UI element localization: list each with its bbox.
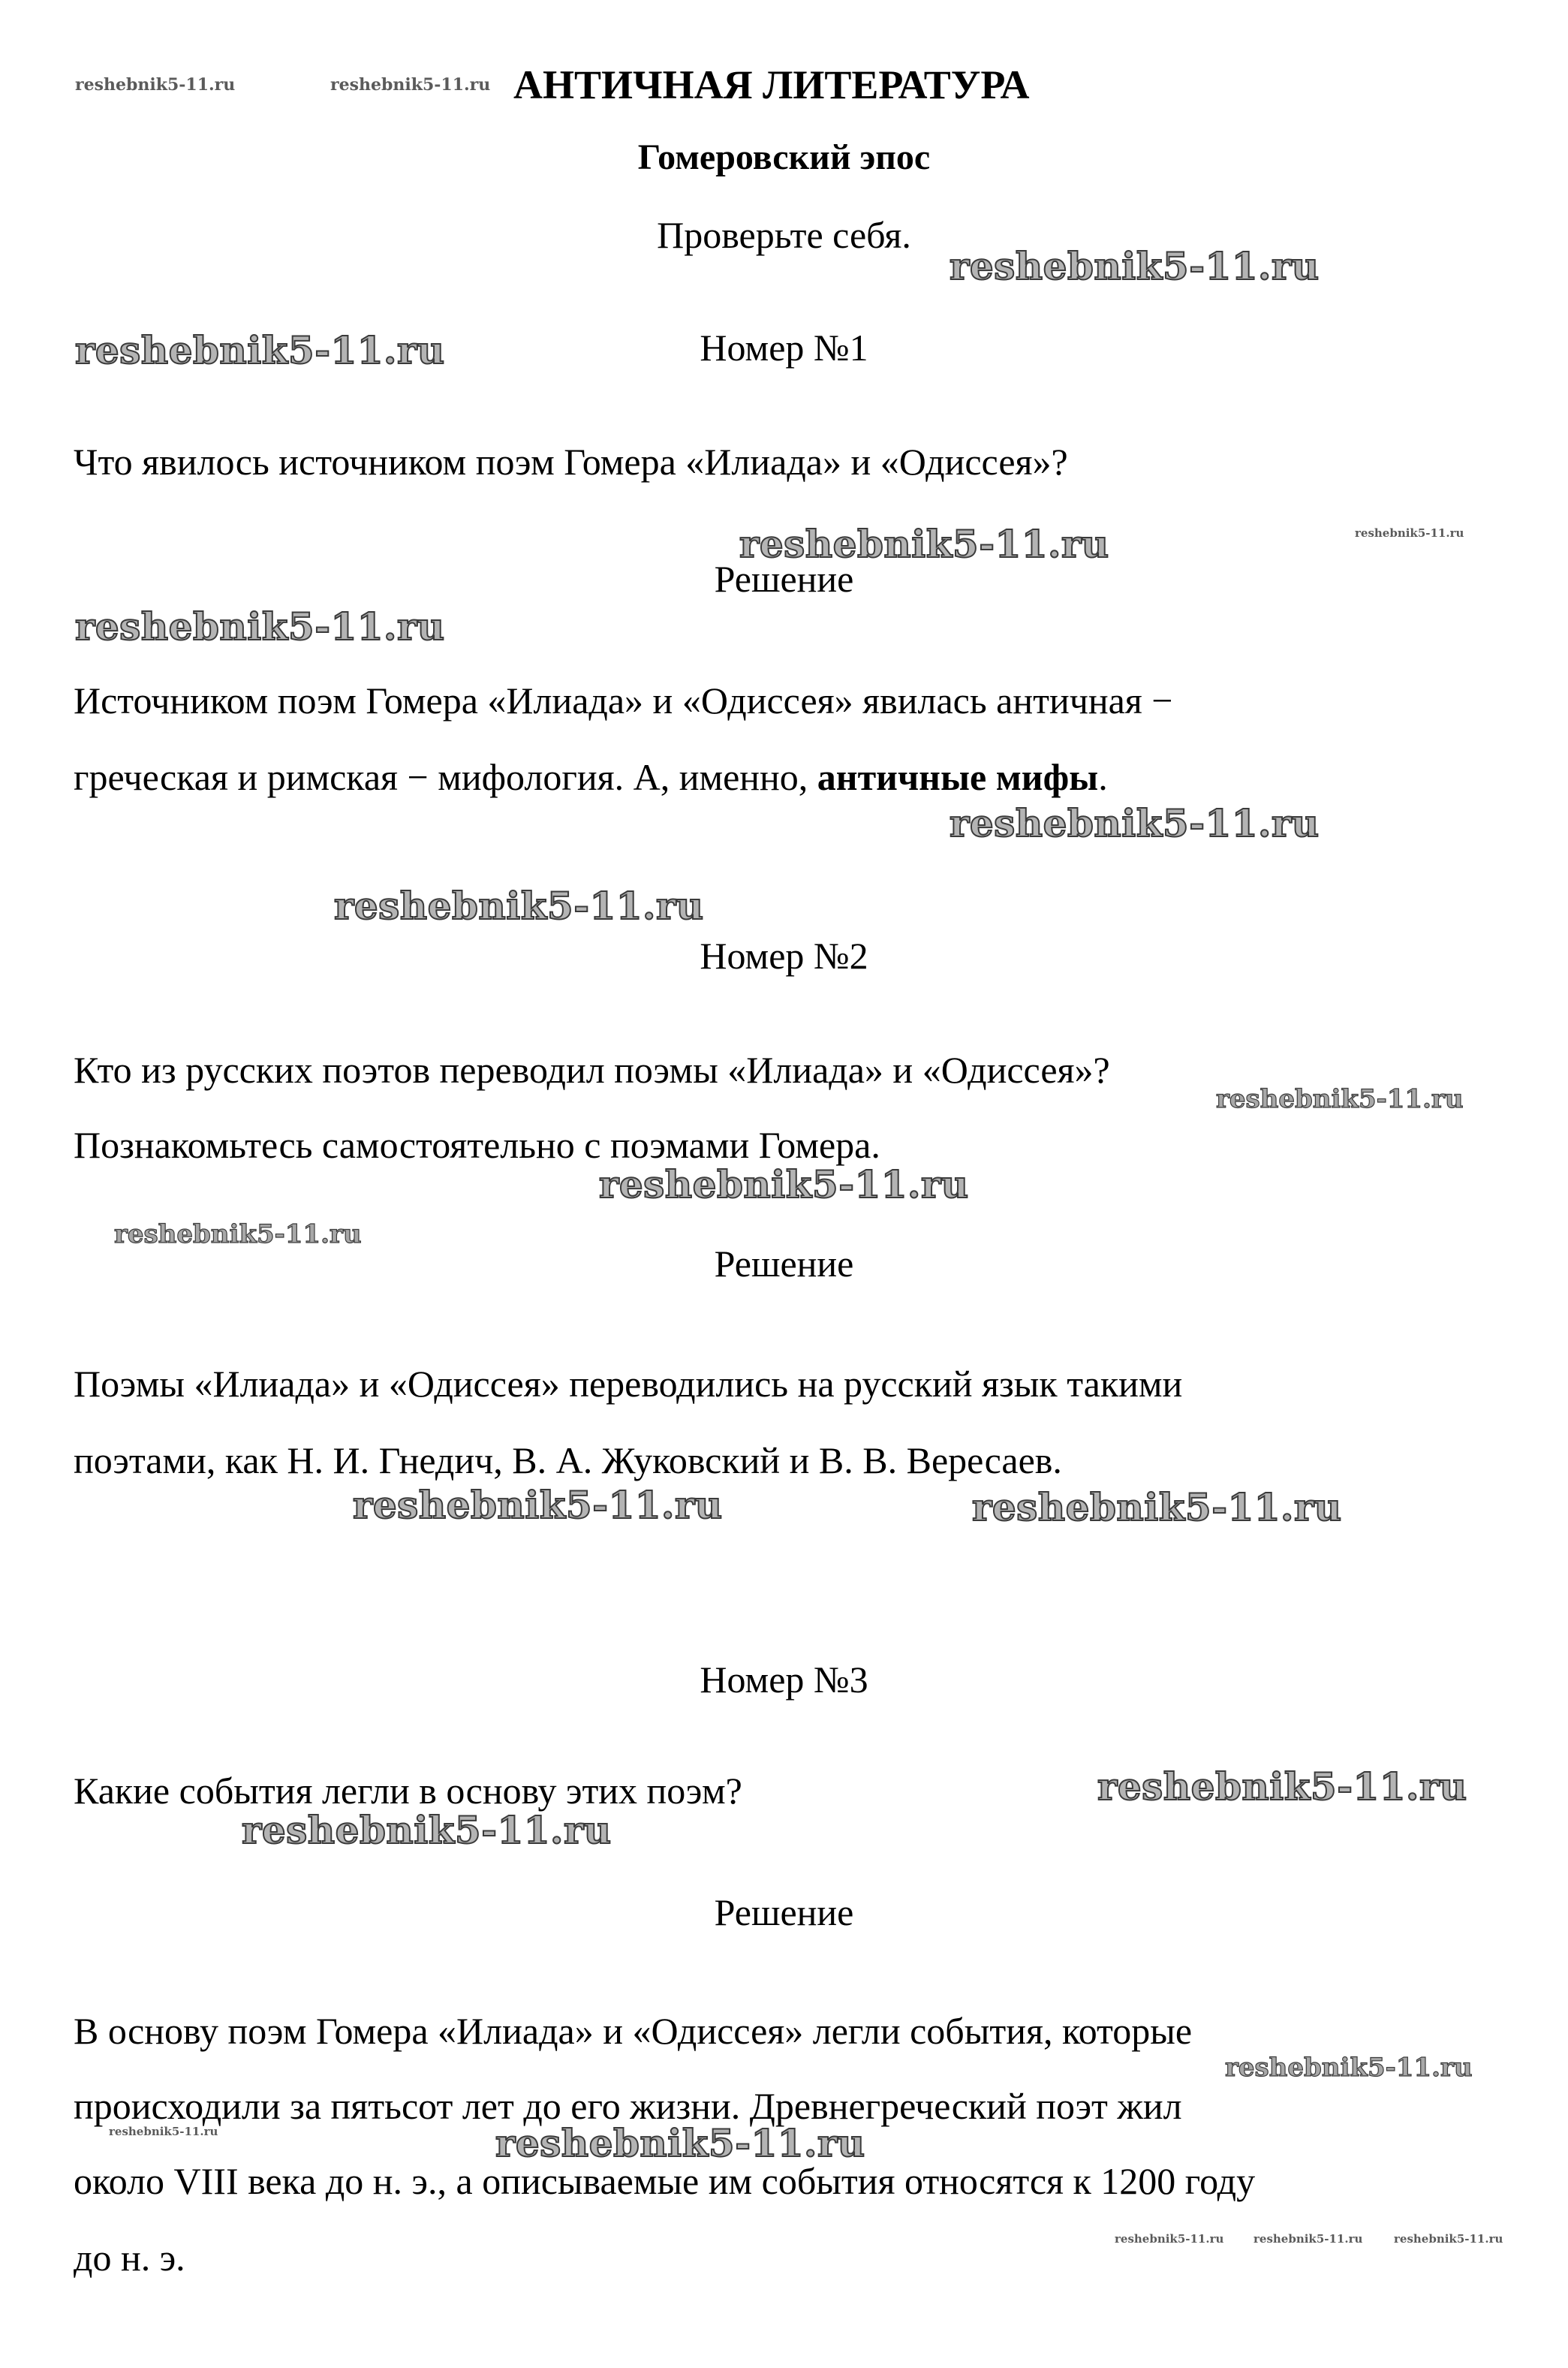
question-1-answer-line-1: Источником поэм Гомера «Илиада» и «Одиссея» явилась античная − <box>74 679 1173 722</box>
question-3-answer-line-3: около VIII века до н. э., а описываемые им события относятся к 1200 году <box>74 2160 1256 2202</box>
question-2-solution-label: Решение <box>714 1243 854 1285</box>
watermark: reshebnik5-11.ru <box>330 75 491 95</box>
question-1-text: Что явилось источником поэм Гомера «Илиада» и «Одиссея»? <box>74 441 1068 483</box>
watermark: reshebnik5-11.ru <box>1355 526 1464 540</box>
watermark: reshebnik5-11.ru <box>242 1808 612 1852</box>
question-3-answer-line-2: происходили за пятьсот лет до его жизни. Древнегреческий поэт жил <box>74 2085 1182 2127</box>
question-3-solution-label: Решение <box>714 1891 854 1933</box>
watermark: reshebnik5-11.ru <box>1394 2232 1503 2246</box>
watermark: reshebnik5-11.ru <box>950 801 1320 845</box>
answer-emphasis: античные мифы <box>817 756 1099 798</box>
question-3-answer-line-4: до н. э. <box>74 2237 185 2279</box>
watermark: reshebnik5-11.ru <box>739 522 1109 566</box>
watermark: reshebnik5-11.ru <box>1216 1084 1464 1114</box>
watermark: reshebnik5-11.ru <box>114 1219 362 1249</box>
question-2-heading: Номер №2 <box>700 935 868 977</box>
question-3-answer-line-1: В основу поэм Гомера «Илиада» и «Одиссея» легли события, которые <box>74 2010 1193 2052</box>
watermark: reshebnik5-11.ru <box>1097 1764 1467 1809</box>
watermark: reshebnik5-11.ru <box>1253 2232 1363 2246</box>
question-3-heading: Номер №3 <box>700 1659 868 1701</box>
question-2-text-line-2: Познакомьтесь самостоятельно с поэмами Гомера. <box>74 1124 880 1166</box>
question-1-solution-label: Решение <box>714 558 854 600</box>
watermark: reshebnik5-11.ru <box>75 75 236 95</box>
watermark: reshebnik5-11.ru <box>1115 2232 1224 2246</box>
watermark: reshebnik5-11.ru <box>950 244 1320 288</box>
watermark: reshebnik5-11.ru <box>599 1162 969 1207</box>
watermark: reshebnik5-11.ru <box>972 1485 1342 1529</box>
watermark: reshebnik5-11.ru <box>75 604 445 649</box>
watermark: reshebnik5-11.ru <box>1225 2053 1473 2083</box>
answer-text-end: . <box>1098 756 1108 798</box>
page-title: АНТИЧНАЯ ЛИТЕРАТУРА <box>513 62 1030 107</box>
watermark: reshebnik5-11.ru <box>353 1483 723 1527</box>
question-1-heading: Номер №1 <box>700 327 868 369</box>
page-subtitle: Гомеровский эпос <box>637 137 931 177</box>
watermark: reshebnik5-11.ru <box>75 328 445 372</box>
check-yourself-label: Проверьте себя. <box>657 214 911 256</box>
question-1-answer-line-2 <box>74 758 1108 796</box>
question-2-answer-line-2: поэтами, как Н. И. Гнедич, В. А. Жуковский и В. В. Вересаев. <box>74 1439 1062 1481</box>
watermark: reshebnik5-11.ru <box>334 884 704 928</box>
watermark: reshebnik5-11.ru <box>109 2125 218 2138</box>
question-3-text: Какие события легли в основу этих поэм? <box>74 1770 742 1812</box>
question-2-text-line-1: Кто из русских поэтов переводил поэмы «Илиада» и «Одиссея»? <box>74 1049 1110 1091</box>
question-2-answer-line-1: Поэмы «Илиада» и «Одиссея» переводились на русский язык такими <box>74 1363 1183 1405</box>
answer-text: греческая и римская − мифология. А, именно, <box>74 756 817 798</box>
watermark: reshebnik5-11.ru <box>495 2121 865 2165</box>
